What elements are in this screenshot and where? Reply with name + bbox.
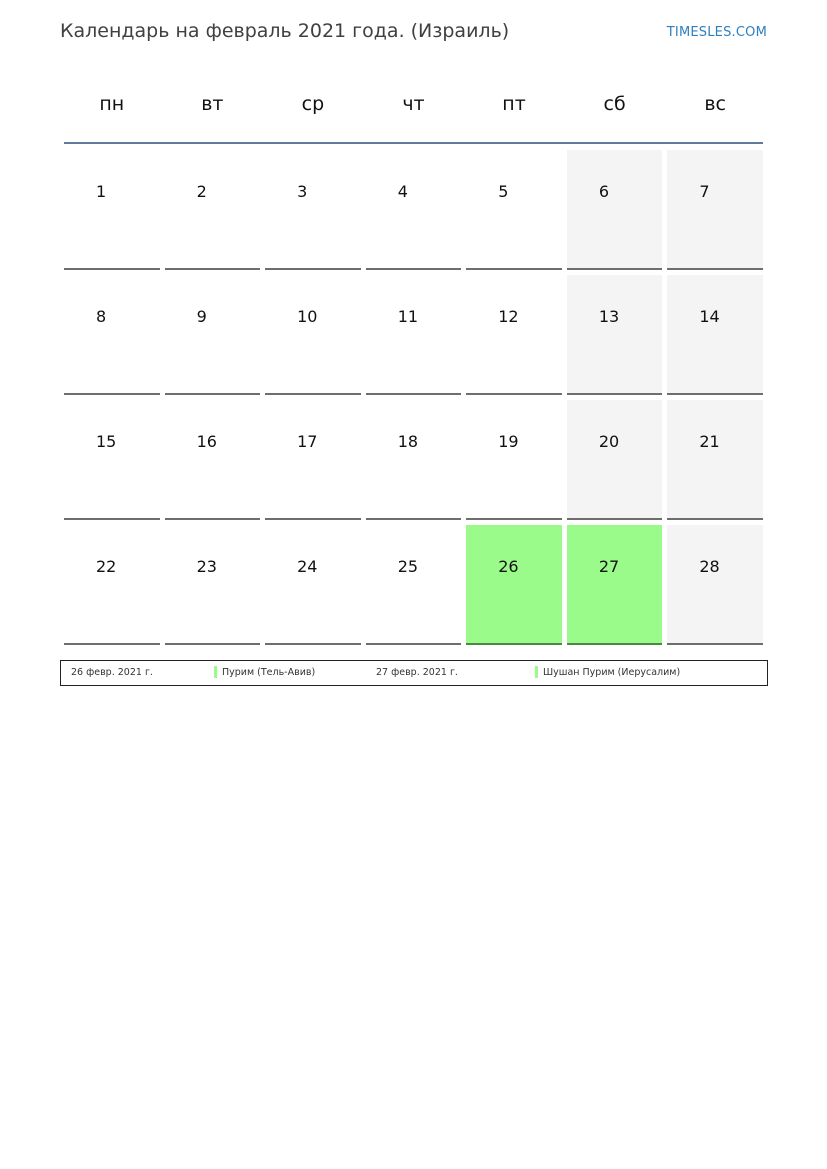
weekday-thu: чт — [402, 93, 425, 115]
day-cell — [466, 275, 562, 395]
day-cell — [265, 400, 361, 520]
day-number: 6 — [598, 182, 609, 201]
day-number: 28 — [699, 557, 720, 576]
day-cell-weekend — [567, 150, 663, 270]
day-number: 8 — [96, 307, 107, 326]
legend-color-marker — [214, 666, 217, 678]
day-cell — [366, 150, 462, 270]
legend-color-marker — [535, 666, 538, 678]
day-cell-weekend — [567, 400, 663, 520]
day-number: 16 — [196, 432, 217, 451]
legend-date: 27 февр. 2021 г. — [376, 667, 458, 678]
weeks-container — [64, 150, 763, 645]
day-cell — [366, 525, 462, 645]
day-cell-weekend — [667, 525, 763, 645]
day-cell-weekend — [667, 150, 763, 270]
day-number: 4 — [397, 182, 408, 201]
week-row — [64, 400, 763, 520]
day-number: 5 — [498, 182, 509, 201]
day-cell — [265, 150, 361, 270]
day-cell-weekend — [567, 275, 663, 395]
day-number: 19 — [498, 432, 519, 451]
legend-holiday-name: Пурим (Тель-Авив) — [222, 667, 316, 678]
day-number: 21 — [699, 432, 720, 451]
day-cell — [165, 525, 261, 645]
holiday-legend — [60, 660, 768, 686]
weekday-mon: пн — [99, 93, 125, 115]
day-number: 1 — [96, 182, 107, 201]
day-number: 15 — [96, 432, 117, 451]
day-number: 22 — [96, 557, 117, 576]
week-row — [64, 150, 763, 270]
brand-link[interactable]: TIMESLES.COM — [666, 25, 767, 40]
weekday-sat: сб — [603, 93, 626, 115]
day-number: 18 — [397, 432, 419, 451]
day-number: 7 — [699, 182, 710, 201]
day-number: 10 — [297, 307, 318, 326]
day-cell — [64, 400, 160, 520]
day-cell — [64, 150, 160, 270]
day-number: 17 — [297, 432, 318, 451]
day-number: 27 — [598, 557, 620, 576]
weekday-header-row — [64, 80, 763, 144]
day-number: 13 — [598, 307, 620, 326]
day-cell-weekend — [667, 400, 763, 520]
day-cell — [265, 275, 361, 395]
weekday-fri: пт — [502, 93, 526, 115]
day-number: 11 — [397, 307, 419, 326]
day-number: 25 — [397, 557, 419, 576]
page-title: Календарь на февраль 2021 года. (Израиль) — [60, 20, 510, 42]
weekday-wed: ср — [301, 93, 325, 115]
legend-holiday-name: Шушан Пурим (Иерусалим) — [543, 667, 681, 678]
day-cell — [64, 275, 160, 395]
week-row — [64, 275, 763, 395]
day-cell — [466, 150, 562, 270]
day-cell — [265, 525, 361, 645]
week-row — [64, 525, 763, 645]
day-number: 23 — [196, 557, 217, 576]
day-cell — [366, 400, 462, 520]
day-cell — [165, 150, 261, 270]
weekday-sun: вс — [704, 93, 726, 115]
day-number: 2 — [196, 182, 207, 201]
day-number: 14 — [699, 307, 720, 326]
day-cell — [64, 525, 160, 645]
day-cell-holiday — [567, 525, 663, 645]
day-number: 24 — [297, 557, 318, 576]
day-number: 3 — [297, 182, 308, 201]
day-cell-weekend — [667, 275, 763, 395]
weekday-tue: вт — [201, 93, 224, 115]
day-number: 9 — [196, 307, 207, 326]
day-number: 12 — [498, 307, 519, 326]
day-cell — [165, 400, 261, 520]
day-cell-holiday — [466, 525, 562, 645]
day-number: 20 — [598, 432, 620, 451]
day-cell — [466, 400, 562, 520]
legend-date: 26 февр. 2021 г. — [71, 667, 153, 678]
day-number: 26 — [498, 557, 519, 576]
day-cell — [165, 275, 261, 395]
calendar-grid — [64, 80, 763, 650]
day-cell — [366, 275, 462, 395]
